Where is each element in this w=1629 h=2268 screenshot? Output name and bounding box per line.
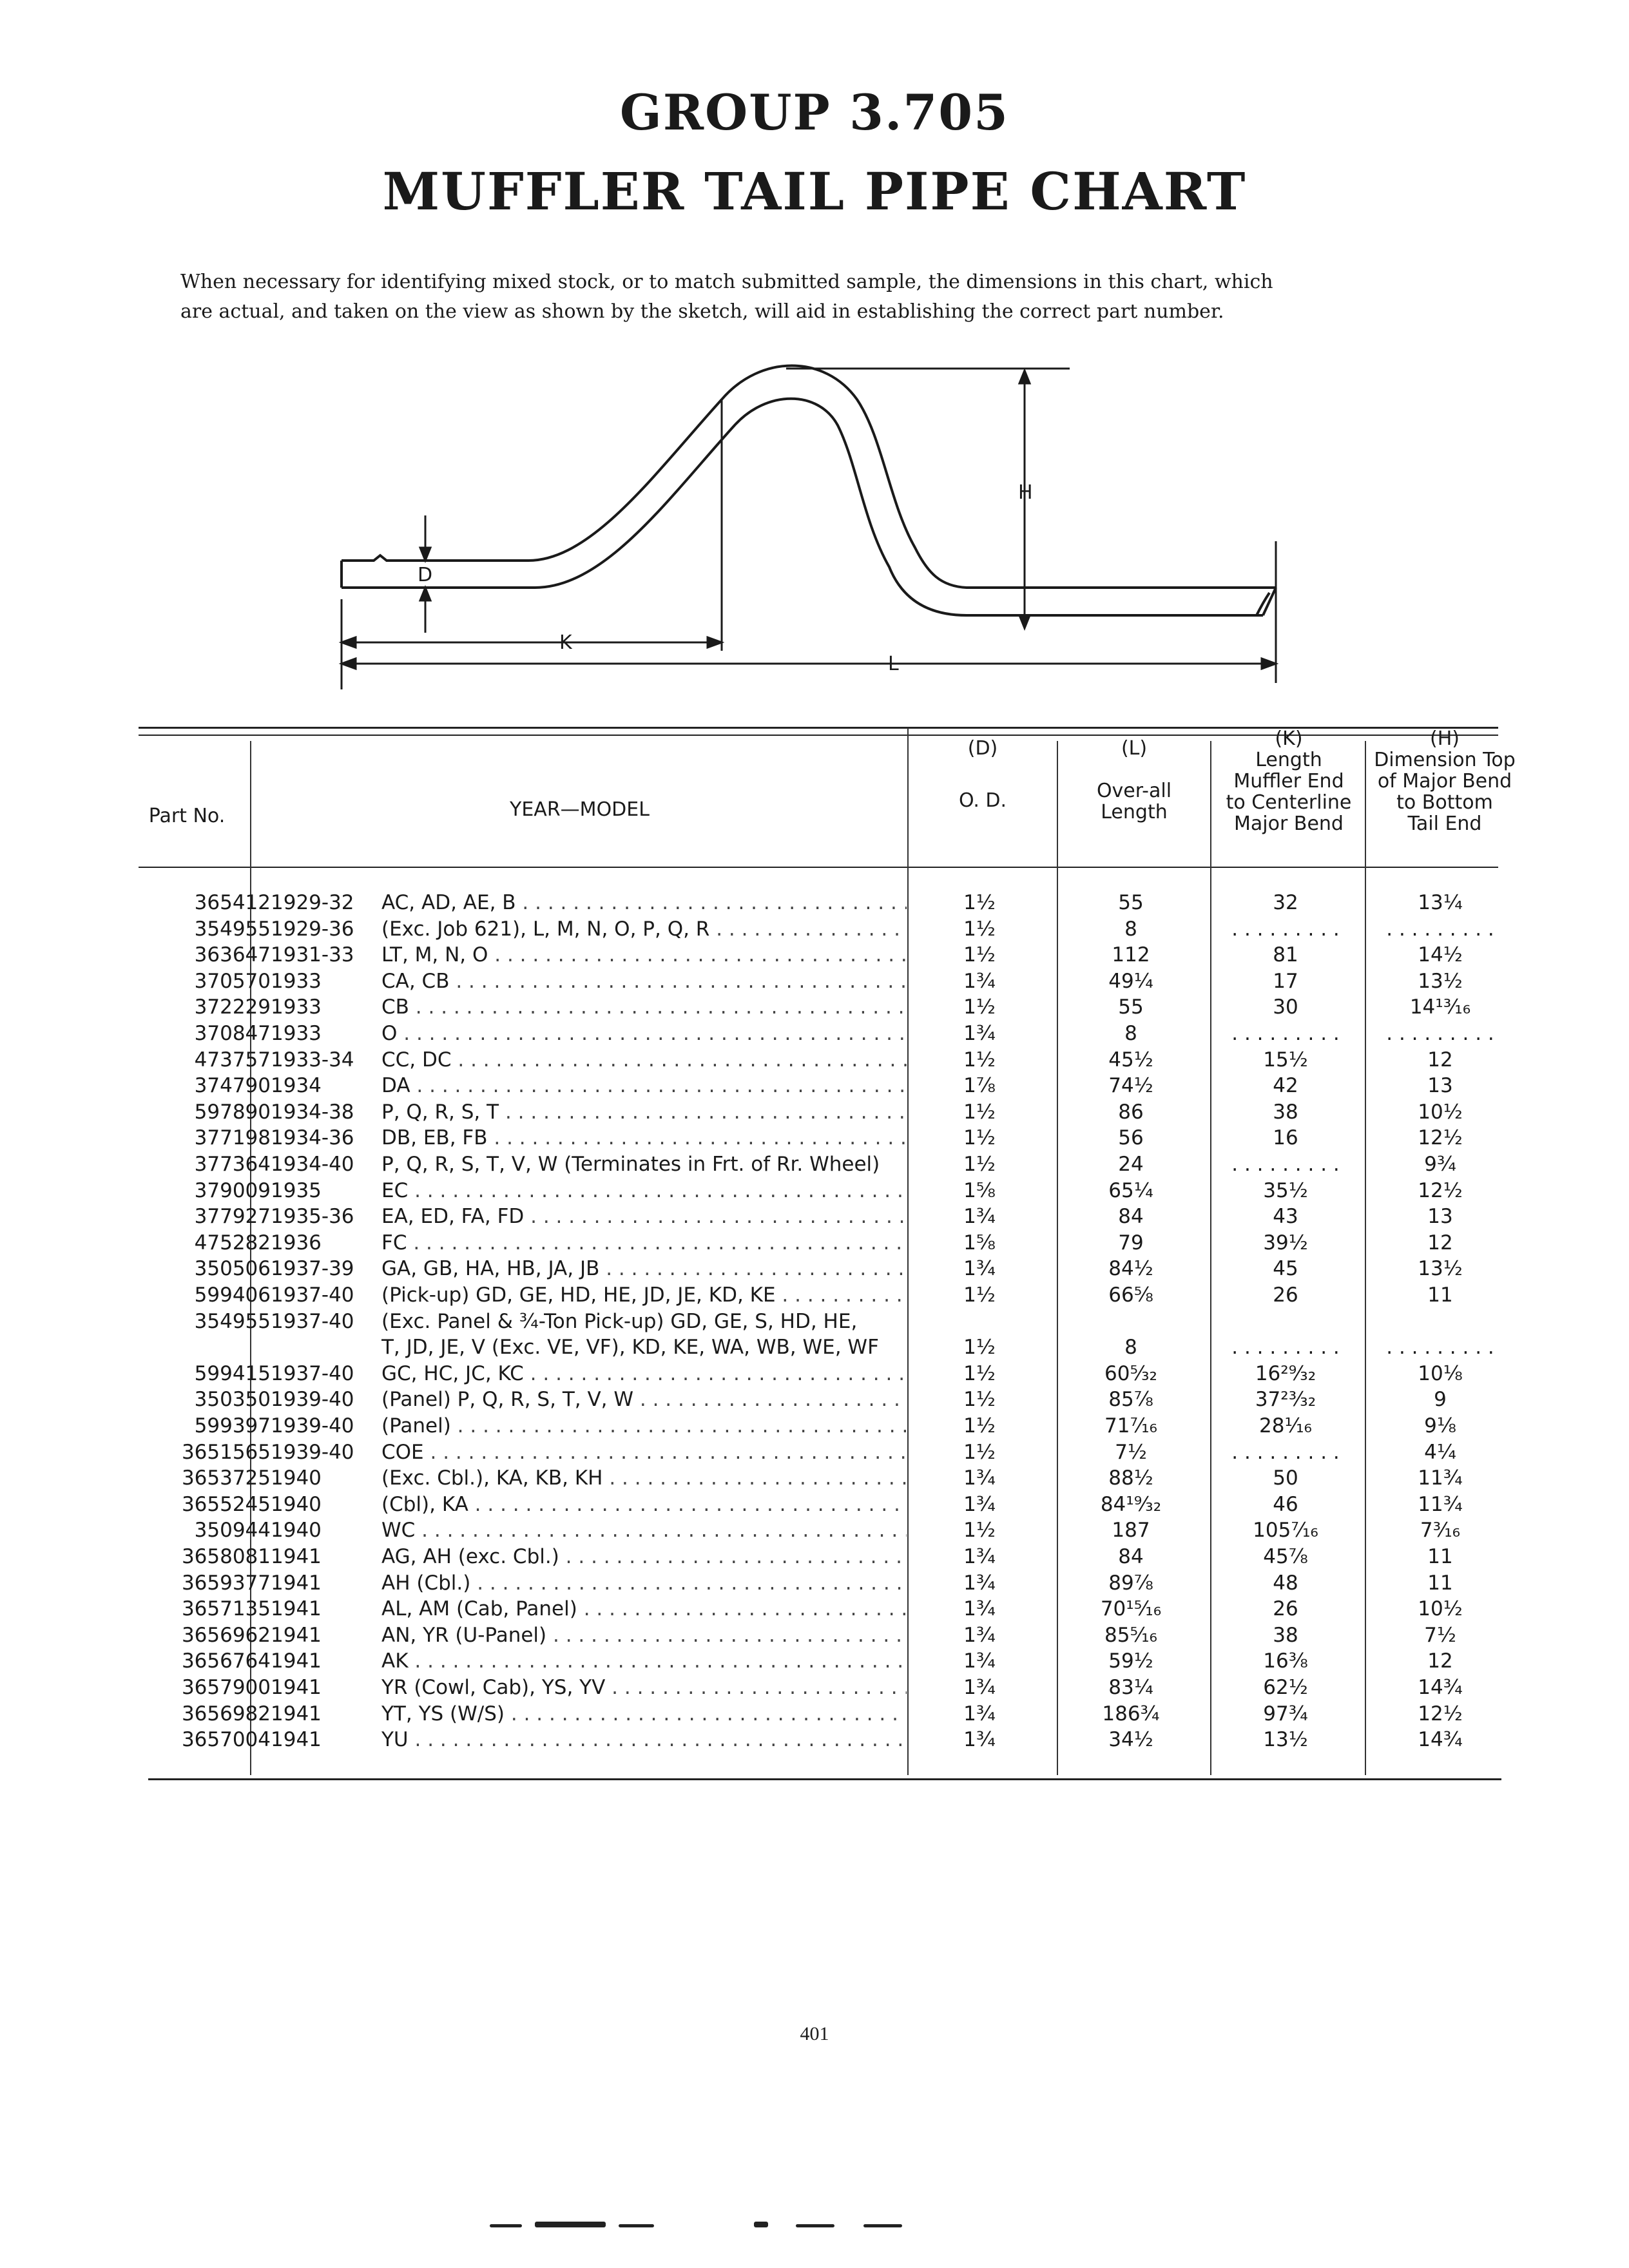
bend-height: 11 [1427, 1545, 1453, 1568]
model-list: YU . . . [381, 1726, 907, 1753]
outer-diameter: 1¾ [963, 1545, 996, 1568]
bend-height: . . . . . . . . . [1386, 917, 1494, 941]
model-list: YR (Cowl, Cab), YS, YV . . . [381, 1674, 907, 1701]
part-number: 350944 [194, 1519, 271, 1542]
overall-length: 85⁵⁄₁₆ [1104, 1623, 1157, 1647]
outer-diameter: 1½ [963, 1336, 996, 1360]
model-list: EC . . . [381, 1177, 907, 1204]
outer-diameter: 1¾ [963, 1205, 996, 1229]
part-number: 370847 [194, 1022, 271, 1045]
outer-diameter: 1¾ [963, 1257, 996, 1281]
overall-length: 8 [1124, 1336, 1137, 1360]
muffler-to-bend-length: 46 [1273, 1492, 1298, 1516]
year-range: 1929-36 [271, 917, 354, 941]
overall-length: 34½ [1108, 1728, 1153, 1752]
bend-height: 13½ [1418, 1257, 1463, 1281]
page-number: 401 [800, 2023, 829, 2044]
outer-diameter: 1½ [963, 891, 996, 914]
bend-height: 9 [1434, 1388, 1447, 1412]
outer-diameter: 1¾ [963, 969, 996, 993]
year-range: 1933-34 [271, 1048, 354, 1072]
sketch-label-l: L [888, 653, 899, 675]
outer-diameter: 1⅞ [963, 1074, 996, 1098]
outer-diameter: 1¾ [963, 1676, 996, 1699]
bend-height: 9¾ [1424, 1153, 1456, 1176]
bend-height: 13½ [1418, 969, 1463, 993]
overall-length: 56 [1118, 1126, 1144, 1150]
overall-length: 112 [1112, 943, 1150, 967]
outer-diameter: 1¾ [963, 1597, 996, 1621]
overall-length: 55 [1118, 891, 1144, 914]
outer-diameter: 1½ [963, 1361, 996, 1385]
muffler-to-bend-length: . . . . . . . . . [1231, 917, 1340, 941]
muffler-to-bend-length: 38 [1273, 1623, 1298, 1647]
model-list: FC . . . [381, 1229, 907, 1256]
year-range: 1933 [271, 995, 322, 1019]
outer-diameter: 1¾ [963, 1022, 996, 1045]
outer-diameter: 1½ [963, 1519, 996, 1542]
tail-pipe-sketch [322, 354, 1315, 689]
model-list: EA, ED, FA, FD . . . [381, 1203, 907, 1230]
year-range: 1934 [271, 1074, 322, 1098]
header-k: (K) Length Muffler End to Centerline Major Bend [1226, 727, 1352, 835]
overall-length: 49¼ [1108, 969, 1153, 993]
outer-diameter: 1⅝ [963, 1178, 996, 1202]
year-range: 1937-40 [271, 1283, 354, 1307]
part-number: 3655245 [181, 1492, 271, 1516]
header-l: (L) Over-all Length [1096, 737, 1172, 823]
header-d: (D) O. D. [958, 737, 1007, 812]
muffler-to-bend-length: 97¾ [1263, 1702, 1308, 1725]
year-range: 1935-36 [271, 1205, 354, 1229]
part-number: 3657135 [181, 1597, 271, 1621]
table-row [0, 1151, 1547, 1178]
bend-height: 12 [1427, 1649, 1453, 1673]
table-row [0, 916, 1547, 943]
intro-line-1: When necessary for identifying mixed stock, or to match submitted sample, the dimensions in this chart, which [180, 271, 1273, 293]
overall-length: 59½ [1108, 1649, 1153, 1673]
bend-height: 11 [1427, 1283, 1453, 1307]
bend-height: 14¾ [1418, 1728, 1463, 1752]
muffler-to-bend-length: 81 [1273, 943, 1298, 967]
model-list: (Pick-up) GD, GE, HD, HE, JD, JE, KD, KE . . . [381, 1282, 907, 1309]
table-row [0, 1595, 1547, 1622]
part-number: 379009 [194, 1178, 271, 1202]
muffler-to-bend-length: 32 [1273, 891, 1298, 914]
bend-height: 14½ [1418, 943, 1463, 967]
overall-length: 88½ [1108, 1466, 1153, 1490]
model-list: LT, M, N, O . . . [381, 941, 907, 968]
model-list: T, JD, JE, V (Exc. VE, VF), KD, KE, WA, WB, WE, WF [381, 1336, 879, 1360]
muffler-to-bend-length: 38 [1273, 1100, 1298, 1124]
part-number: 363647 [194, 943, 271, 967]
table-row [0, 1020, 1547, 1047]
muffler-to-bend-length: 43 [1273, 1205, 1298, 1229]
part-number: 475282 [194, 1231, 271, 1254]
bend-height: 13 [1427, 1205, 1453, 1229]
overall-length: 84 [1118, 1545, 1144, 1568]
muffler-to-bend-length: . . . . . . . . . [1231, 1153, 1340, 1176]
bend-height: 12 [1427, 1048, 1453, 1072]
part-number: 377364 [194, 1153, 271, 1176]
overall-length: 65¼ [1108, 1178, 1153, 1202]
bend-height: 11¾ [1418, 1492, 1463, 1516]
part-number: 377927 [194, 1205, 271, 1229]
part-number: 3651565 [181, 1440, 271, 1464]
table-row [0, 1334, 1547, 1361]
group-heading: GROUP 3.705 [619, 84, 1010, 141]
part-number: 3657004 [181, 1728, 271, 1752]
bend-height: 4¼ [1424, 1440, 1456, 1464]
sketch-label-k: K [559, 631, 572, 654]
table-row [0, 1700, 1547, 1727]
year-range: 1933 [271, 1022, 322, 1045]
table-row [0, 1203, 1547, 1230]
outer-diameter: 1½ [963, 917, 996, 941]
outer-diameter: 1½ [963, 1048, 996, 1072]
muffler-to-bend-length: 16²⁹⁄₃₂ [1255, 1361, 1316, 1385]
bend-height: 12½ [1418, 1126, 1463, 1150]
scan-mark [863, 2224, 902, 2227]
model-list: (Cbl), KA . . . [381, 1491, 907, 1518]
year-range: 1935 [271, 1178, 322, 1202]
part-number: 599415 [194, 1361, 271, 1385]
table-row [0, 1543, 1547, 1570]
year-range: 1933 [271, 969, 322, 993]
bend-height: 11 [1427, 1571, 1453, 1595]
year-range: 1940 [271, 1492, 322, 1516]
outer-diameter: 1¾ [963, 1623, 996, 1647]
part-number: 3656982 [181, 1702, 271, 1725]
table-row [0, 1072, 1547, 1099]
intro-line-2: are actual, and taken on the view as shown by the sketch, will aid in establishing the correct part number. [180, 300, 1224, 323]
overall-length: 45½ [1108, 1048, 1153, 1072]
muffler-to-bend-length: . . . . . . . . . [1231, 1022, 1340, 1045]
model-list: (Exc. Cbl.), KA, KB, KH . . . [381, 1465, 907, 1492]
bend-height: 9⅛ [1424, 1414, 1456, 1437]
table-row [0, 968, 1547, 995]
table-row [0, 1360, 1547, 1387]
part-number: 377198 [194, 1126, 271, 1150]
model-list: AC, AD, AE, B . . . [381, 889, 907, 916]
table-bottom-rule [148, 1778, 1501, 1780]
model-list: YT, YS (W/S) . . . [381, 1700, 907, 1727]
year-range: 1937-40 [271, 1361, 354, 1385]
model-list: AH (Cbl.) . . . [381, 1570, 907, 1597]
overall-length: 89⅞ [1108, 1571, 1153, 1595]
muffler-to-bend-length: 26 [1273, 1283, 1298, 1307]
overall-length: 84¹⁹⁄₃₂ [1100, 1492, 1162, 1516]
model-list: CC, DC . . . [381, 1046, 907, 1073]
overall-length: 84 [1118, 1205, 1144, 1229]
part-number: 3656962 [181, 1623, 271, 1647]
scan-mark [535, 2222, 606, 2227]
model-list: CA, CB . . . [381, 968, 907, 995]
part-number: 354955 [194, 1309, 271, 1333]
bend-height: 7½ [1424, 1623, 1456, 1647]
overall-length: 86 [1118, 1100, 1144, 1124]
muffler-to-bend-length: 62½ [1263, 1676, 1308, 1699]
table-row [0, 1386, 1547, 1413]
year-range: 1934-40 [271, 1153, 354, 1176]
outer-diameter: 1½ [963, 1126, 996, 1150]
outer-diameter: 1½ [963, 1100, 996, 1124]
year-range: 1941 [271, 1623, 322, 1647]
part-number: 599397 [194, 1414, 271, 1437]
year-range: 1941 [271, 1728, 322, 1752]
model-list: DB, EB, FB . . . [381, 1124, 907, 1151]
model-list: (Exc. Panel & ¾-Ton Pick-up) GD, GE, S, HD, HE, [381, 1309, 858, 1333]
year-range: 1937-40 [271, 1309, 354, 1333]
overall-length: 74½ [1108, 1074, 1153, 1098]
model-list: GA, GB, HA, HB, JA, JB . . . [381, 1255, 907, 1282]
table-row [0, 1648, 1547, 1675]
overall-length: 55 [1118, 995, 1144, 1019]
outer-diameter: 1½ [963, 1283, 996, 1307]
outer-diameter: 1½ [963, 1414, 996, 1437]
part-number: 3659377 [181, 1571, 271, 1595]
overall-length: 83¼ [1108, 1676, 1153, 1699]
bend-height: 7³⁄₁₆ [1420, 1519, 1461, 1542]
scan-mark [619, 2224, 654, 2227]
year-range: 1940 [271, 1466, 322, 1490]
header-bottom-rule [139, 867, 1498, 868]
overall-length: 66⅝ [1108, 1283, 1153, 1307]
muffler-to-bend-length: 15½ [1263, 1048, 1308, 1072]
outer-diameter: 1½ [963, 943, 996, 967]
model-list: COE . . . [381, 1439, 907, 1466]
outer-diameter: 1½ [963, 1153, 996, 1176]
outer-diameter: 1¾ [963, 1702, 996, 1725]
part-number: 370570 [194, 969, 271, 993]
table-row [0, 1491, 1547, 1518]
overall-length: 7½ [1115, 1440, 1147, 1464]
outer-diameter: 1¾ [963, 1571, 996, 1595]
overall-length: 24 [1118, 1153, 1144, 1176]
muffler-to-bend-length: 16⅜ [1263, 1649, 1308, 1673]
muffler-to-bend-length: 45⅞ [1263, 1545, 1308, 1568]
model-list: (Panel) . . . [381, 1412, 907, 1439]
year-range: 1934-38 [271, 1100, 354, 1124]
muffler-to-bend-length: 42 [1273, 1074, 1298, 1098]
table-row [0, 1255, 1547, 1282]
overall-length: 84½ [1108, 1257, 1153, 1281]
year-range: 1929-32 [271, 891, 354, 914]
overall-length: 187 [1112, 1519, 1150, 1542]
outer-diameter: 1¾ [963, 1492, 996, 1516]
table-row [0, 889, 1547, 916]
table-row [0, 1177, 1547, 1204]
part-number: 3658081 [181, 1545, 271, 1568]
muffler-to-bend-length: 16 [1273, 1126, 1298, 1150]
table-row [0, 1099, 1547, 1126]
year-range: 1936 [271, 1231, 322, 1254]
muffler-to-bend-length: 39½ [1263, 1231, 1308, 1254]
outer-diameter: 1½ [963, 1440, 996, 1464]
year-range: 1941 [271, 1597, 322, 1621]
model-list: AL, AM (Cab, Panel) . . . [381, 1595, 907, 1622]
muffler-to-bend-length: 17 [1273, 969, 1298, 993]
table-row [0, 1308, 1547, 1335]
model-list: O . . . [381, 1020, 907, 1047]
bend-height: 13¼ [1418, 891, 1463, 914]
table-row [0, 1517, 1547, 1544]
muffler-to-bend-length: 26 [1273, 1597, 1298, 1621]
part-number: 354955 [194, 917, 271, 941]
overall-length: 79 [1118, 1231, 1144, 1254]
table-row [0, 1229, 1547, 1256]
overall-length: 85⅞ [1108, 1388, 1153, 1412]
year-range: 1939-40 [271, 1440, 354, 1464]
sketch-label-d: D [418, 564, 433, 586]
model-list: GC, HC, JC, KC . . . [381, 1360, 907, 1387]
muffler-to-bend-length: 105⁷⁄₁₆ [1253, 1519, 1318, 1542]
model-list: AG, AH (exc. Cbl.) . . . [381, 1543, 907, 1570]
bend-height: . . . . . . . . . [1386, 1022, 1494, 1045]
overall-length: 186¾ [1102, 1702, 1160, 1725]
table-row [0, 1439, 1547, 1466]
part-number: 473757 [194, 1048, 271, 1072]
year-range: 1937-39 [271, 1257, 354, 1281]
muffler-to-bend-length: 35½ [1263, 1178, 1308, 1202]
overall-length: 60⁵⁄₃₂ [1104, 1361, 1157, 1385]
muffler-to-bend-length: . . . . . . . . . [1231, 1440, 1340, 1464]
part-number: 597890 [194, 1100, 271, 1124]
model-list: AN, YR (U-Panel) . . . [381, 1622, 907, 1649]
part-number: 3656764 [181, 1649, 271, 1673]
bend-height: 12½ [1418, 1178, 1463, 1202]
bend-height: 12 [1427, 1231, 1453, 1254]
bend-height: . . . . . . . . . [1386, 1336, 1494, 1360]
outer-diameter: 1½ [963, 995, 996, 1019]
model-list: DA . . . [381, 1072, 907, 1099]
bend-height: 10½ [1418, 1100, 1463, 1124]
bend-height: 10⅛ [1418, 1361, 1463, 1385]
sketch-label-h: H [1018, 481, 1033, 504]
header-part-no: Part No. [148, 805, 226, 827]
year-range: 1931-33 [271, 943, 354, 967]
overall-length: 8 [1124, 917, 1137, 941]
year-range: 1939-40 [271, 1414, 354, 1437]
outer-diameter: 1¾ [963, 1649, 996, 1673]
muffler-to-bend-length: . . . . . . . . . [1231, 1336, 1340, 1360]
model-list: WC . . . [381, 1517, 907, 1544]
scan-mark [754, 2222, 768, 2227]
muffler-to-bend-length: 30 [1273, 995, 1298, 1019]
scan-mark [490, 2224, 522, 2227]
table-row [0, 1124, 1547, 1151]
muffler-to-bend-length: 45 [1273, 1257, 1298, 1281]
muffler-to-bend-length: 50 [1273, 1466, 1298, 1490]
part-number: 365412 [194, 891, 271, 914]
outer-diameter: 1¾ [963, 1466, 996, 1490]
bend-height: 11¾ [1418, 1466, 1463, 1490]
year-range: 1939-40 [271, 1388, 354, 1412]
bend-height: 13 [1427, 1074, 1453, 1098]
year-range: 1941 [271, 1545, 322, 1568]
part-number: 599406 [194, 1283, 271, 1307]
model-list: (Panel) P, Q, R, S, T, V, W . . . [381, 1386, 907, 1413]
table-row [0, 1412, 1547, 1439]
table-row [0, 941, 1547, 968]
header-year-model: YEAR—MODEL [510, 798, 650, 821]
part-number: 3653725 [181, 1466, 271, 1490]
overall-length: 70¹⁵⁄₁₆ [1100, 1597, 1162, 1621]
table-row [0, 1622, 1547, 1649]
outer-diameter: 1½ [963, 1388, 996, 1412]
overall-length: 71⁷⁄₁₆ [1104, 1414, 1157, 1437]
year-range: 1934-36 [271, 1126, 354, 1150]
table-row [0, 1465, 1547, 1492]
table-row [0, 1726, 1547, 1753]
model-list: P, Q, R, S, T, V, W (Terminates in Frt. of Rr. Wheel) [381, 1153, 880, 1176]
year-range: 1940 [271, 1519, 322, 1542]
bend-height: 10½ [1418, 1597, 1463, 1621]
table-row [0, 1570, 1547, 1597]
part-number: 372229 [194, 995, 271, 1019]
table-row [0, 1674, 1547, 1701]
table-row [0, 1046, 1547, 1073]
muffler-to-bend-length: 28¹⁄₁₆ [1259, 1414, 1312, 1437]
model-list: CB . . . [381, 994, 907, 1021]
table-row [0, 1282, 1547, 1309]
part-number: 350350 [194, 1388, 271, 1412]
outer-diameter: 1¾ [963, 1728, 996, 1752]
year-range: 1941 [271, 1676, 322, 1699]
year-range: 1941 [271, 1702, 322, 1725]
intro-text [180, 267, 1443, 327]
model-list: (Exc. Job 621), L, M, N, O, P, Q, R . . . [381, 916, 907, 943]
muffler-to-bend-length: 48 [1273, 1571, 1298, 1595]
outer-diameter: 1⅝ [963, 1231, 996, 1254]
year-range: 1941 [271, 1571, 322, 1595]
muffler-to-bend-length: 13½ [1263, 1728, 1308, 1752]
model-list: P, Q, R, S, T . . . [381, 1099, 907, 1126]
header-h: (H) Dimension Top of Major Bend to Bottom Tail End [1374, 727, 1516, 835]
bend-height: 14¹³⁄₁₆ [1409, 995, 1471, 1019]
part-number: 350506 [194, 1257, 271, 1281]
bend-height: 14¾ [1418, 1676, 1463, 1699]
part-number: 374790 [194, 1074, 271, 1098]
table-row [0, 994, 1547, 1021]
page-title: MUFFLER TAIL PIPE CHART [382, 161, 1247, 222]
muffler-to-bend-length: 37²³⁄₃₂ [1255, 1388, 1316, 1412]
scan-mark [796, 2224, 834, 2227]
model-list: AK . . . [381, 1648, 907, 1675]
overall-length: 8 [1124, 1022, 1137, 1045]
bend-height: 12½ [1418, 1702, 1463, 1725]
year-range: 1941 [271, 1649, 322, 1673]
part-number: 3657900 [181, 1676, 271, 1699]
